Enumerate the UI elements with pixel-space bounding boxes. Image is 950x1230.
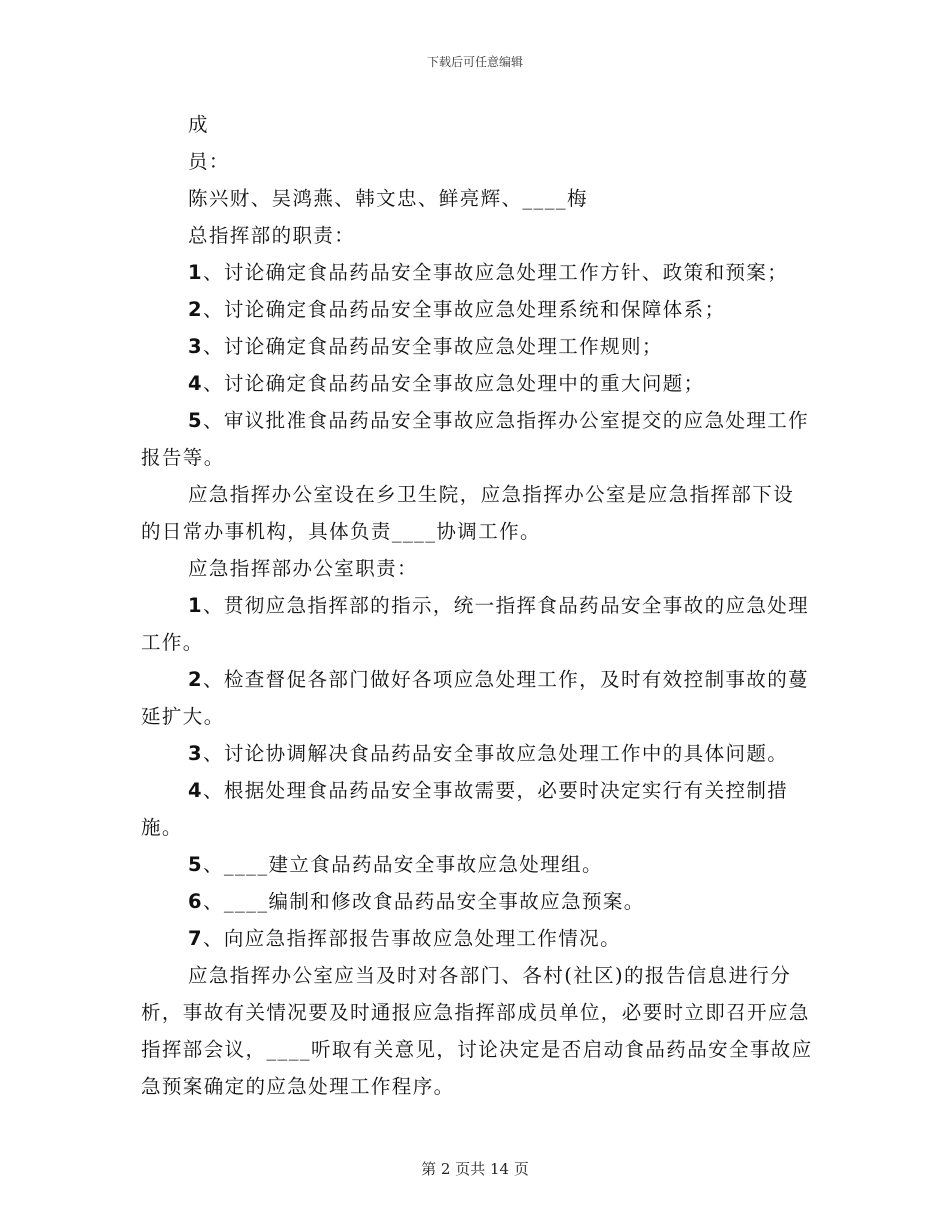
- item-number: 2: [188, 298, 203, 321]
- item-number: 3: [188, 742, 203, 765]
- paragraph: 应急指挥办公室应当及时对各部门、各村(社区)的报告信息进行分析，事故有关情况要及时通报应急指挥部成员单位，必要时立即召开应急指挥部会议，____听取有关意见，讨论决定是否启动食品药品安全事故应急预案确定的应急处理工作程序。: [141, 964, 813, 1098]
- paragraph: 陈兴财、吴鸿燕、韩文忠、鲜亮辉、____梅: [188, 187, 588, 210]
- list-item: 6、____编制和修改食品药品安全事故应急预案。: [188, 890, 645, 913]
- list-item: 5、审议批准食品药品安全事故应急指挥办公室提交的应急处理工作报告等。: [141, 409, 810, 469]
- item-number: 5: [188, 409, 203, 432]
- paragraph: 应急指挥办公室设在乡卫生院，应急指挥办公室是应急指挥部下设的日常办事机构，具体负责____协调工作。: [141, 483, 795, 543]
- item-number: 4: [188, 372, 203, 395]
- item-number: 5: [188, 853, 203, 876]
- list-item: 4、根据处理食品药品安全事故需要，必要时决定实行有关控制措施。: [141, 779, 789, 839]
- list-item: 2、检查督促各部门做好各项应急处理工作，及时有效控制事故的蔓延扩大。: [141, 668, 810, 728]
- item-number: 4: [188, 779, 203, 802]
- list-item: 2、讨论确定食品药品安全事故应急处理系统和保障体系；: [188, 298, 726, 321]
- document-body: [141, 106, 813, 1105]
- list-item: 7、向应急指挥部报告事故应急处理工作情况。: [188, 927, 621, 950]
- item-number: 6: [188, 890, 203, 913]
- list-item: 4、讨论确定食品药品安全事故应急处理中的重大问题；: [188, 372, 705, 395]
- page-header: 下载后可任意编辑: [426, 55, 523, 69]
- list-item: 3、讨论确定食品药品安全事故应急处理工作规则；: [188, 335, 663, 358]
- list-item: 3、讨论协调解决食品药品安全事故应急处理工作中的具体问题。: [188, 742, 789, 765]
- paragraph: 应急指挥部办公室职责：: [188, 557, 418, 580]
- list-item: 5、____建立食品药品安全事故应急处理组。: [188, 853, 603, 876]
- item-number: 1: [188, 594, 203, 617]
- item-number: 1: [188, 261, 203, 284]
- item-number: 2: [188, 668, 203, 691]
- item-number: 7: [188, 927, 203, 950]
- page-footer: 第 2 页共 14 页: [421, 1160, 529, 1178]
- list-item: 1、讨论确定食品药品安全事故应急处理工作方针、政策和预案；: [188, 261, 789, 284]
- item-number: 3: [188, 335, 203, 358]
- paragraph: 总指挥部的职责：: [188, 224, 356, 247]
- list-item: 1、贯彻应急指挥部的指示，统一指挥食品药品安全事故的应急处理工作。: [141, 594, 810, 654]
- paragraph: 成: [188, 113, 209, 136]
- paragraph: 员：: [188, 150, 230, 173]
